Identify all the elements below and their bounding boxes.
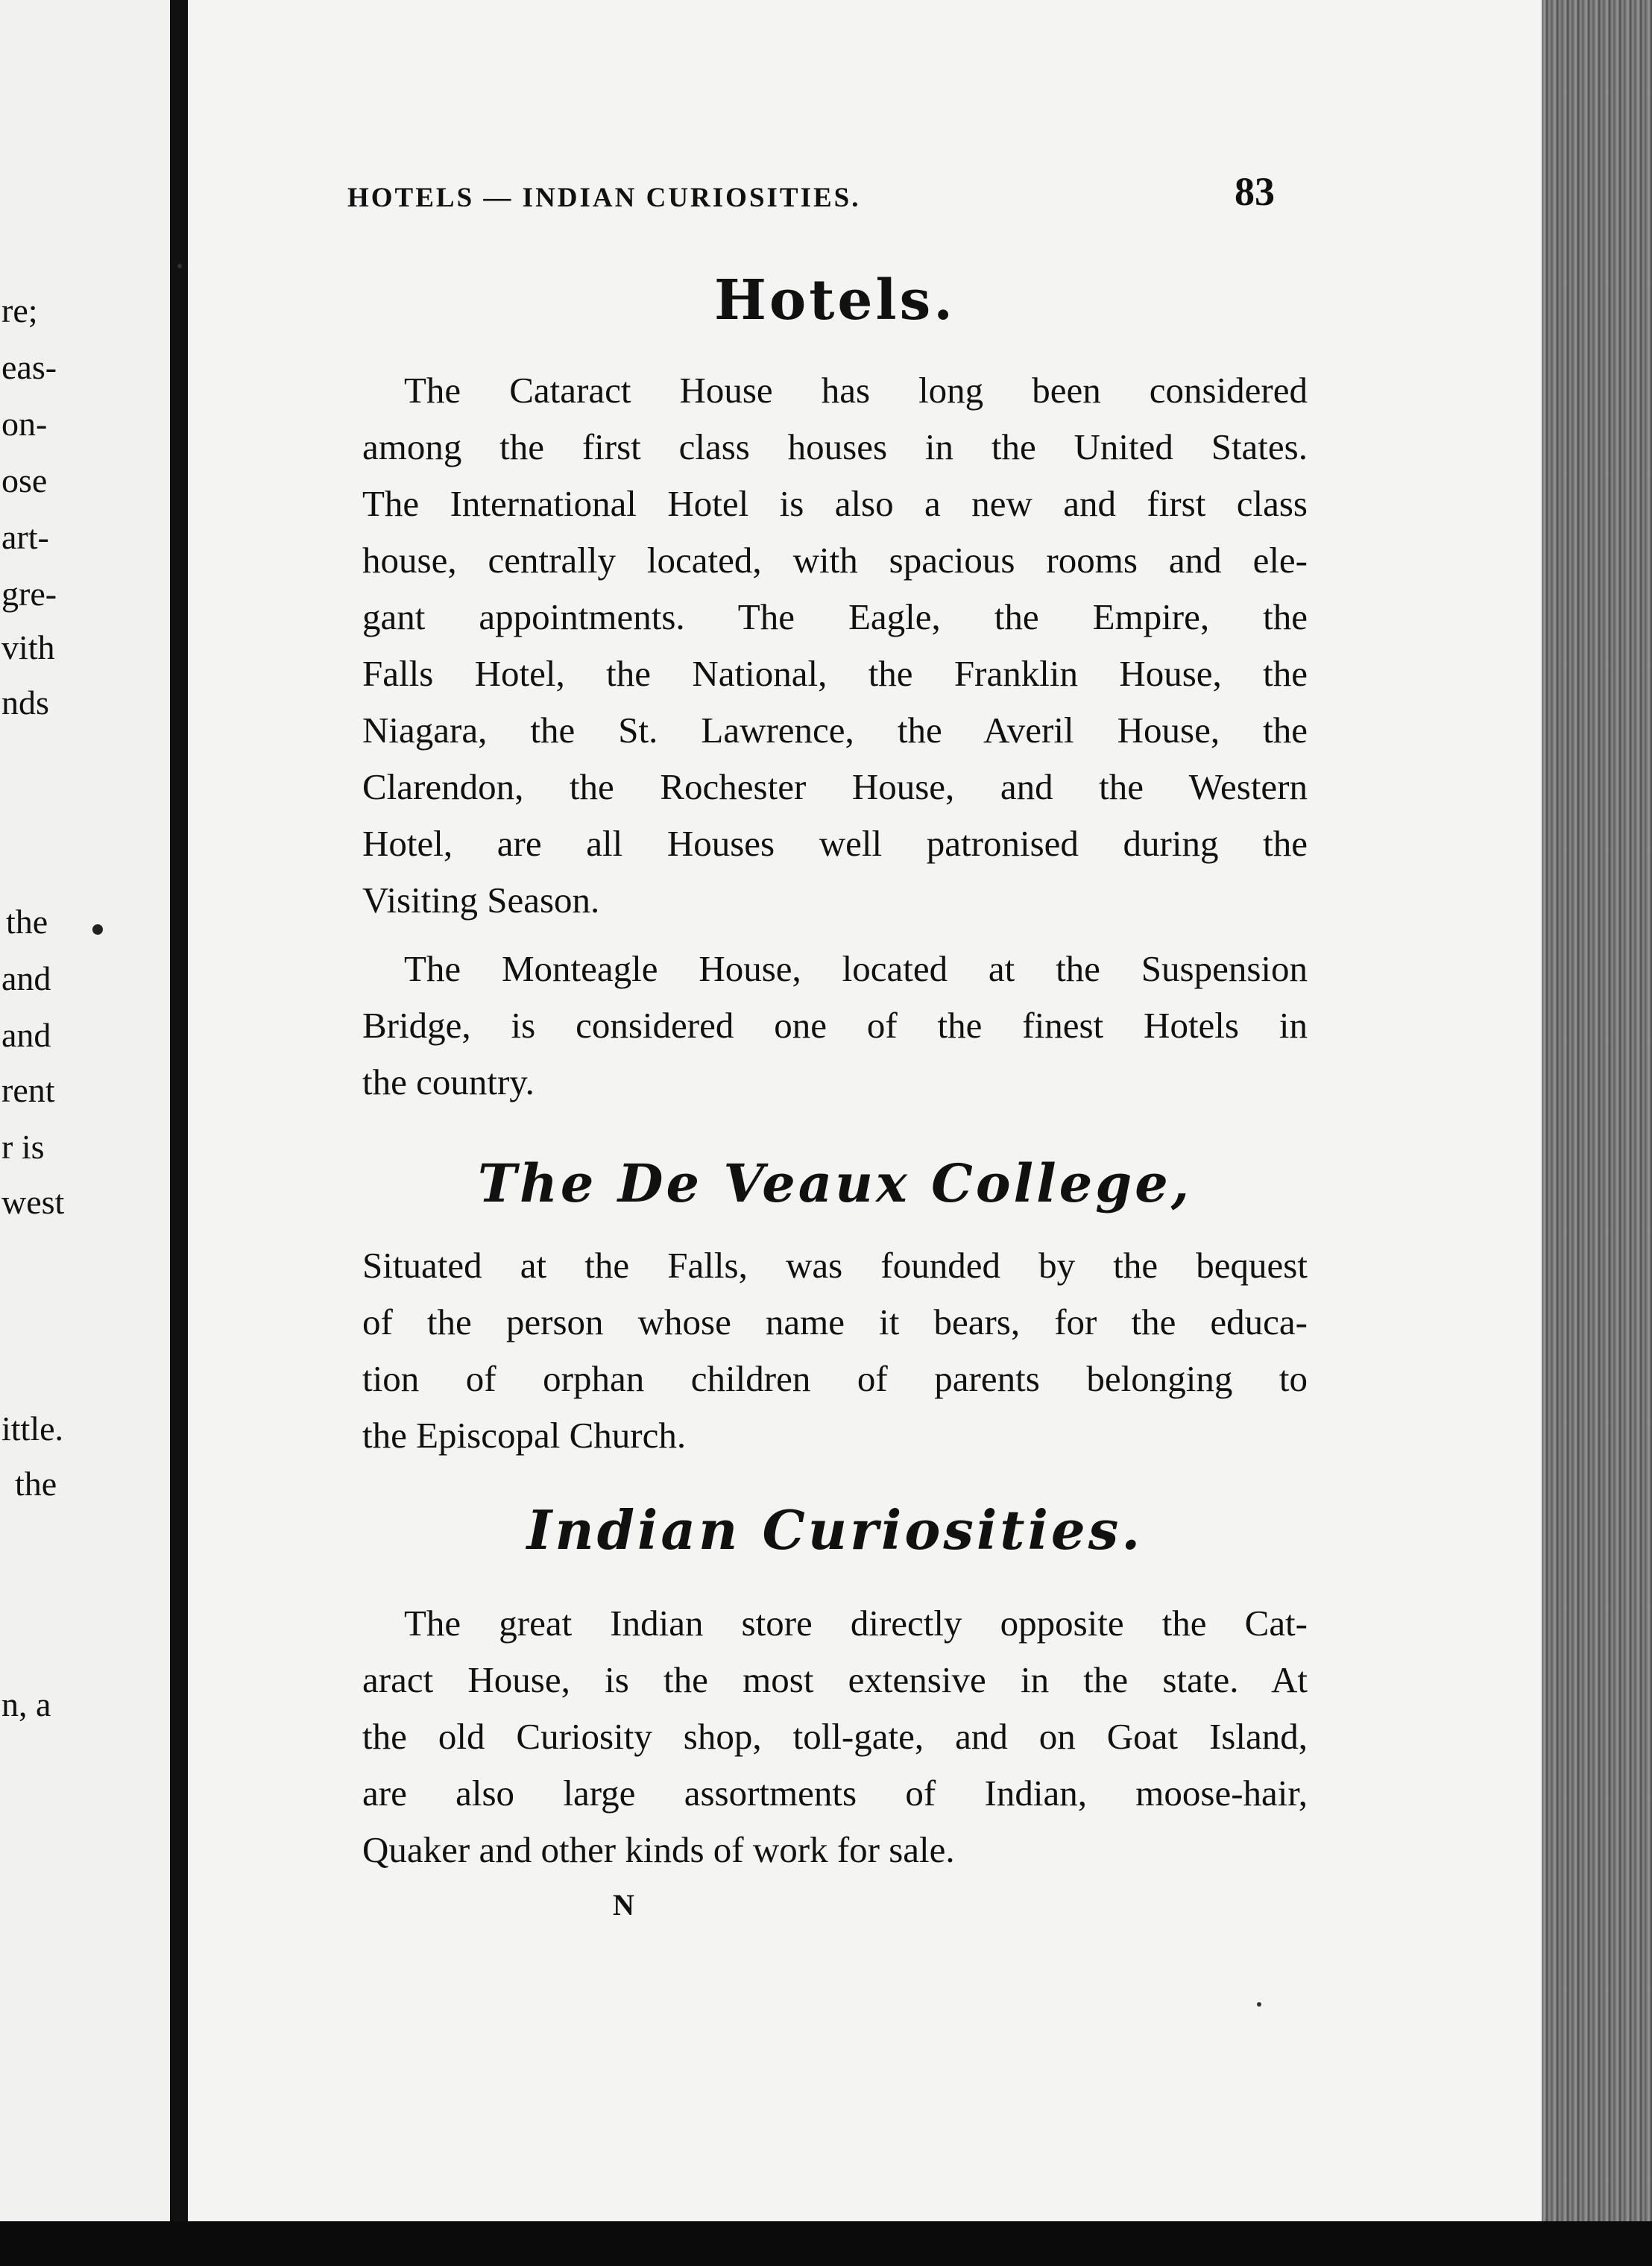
running-head: HOTELS — INDIAN CURIOSITIES. [347, 183, 861, 213]
text-line: the Episcopal Church. [362, 1415, 687, 1456]
text-line: The great Indian store directly opposite the Cat- [404, 1603, 1308, 1644]
text-line: Situated at the Falls, was founded by the bequest [362, 1245, 1308, 1286]
section-heading-college: The De Veaux College, [477, 1152, 1193, 1214]
previous-page-fragment: the [6, 903, 48, 941]
text-line: house, centrally located, with spacious rooms and ele- [362, 540, 1308, 581]
book-gutter [170, 0, 188, 2266]
previous-page-fragment: gre- [1, 575, 57, 613]
previous-page-fragment: vith [1, 628, 55, 666]
text-line: of the person whose name it bears, for the educa- [362, 1301, 1308, 1342]
text-line: tion of orphan children of parents belonging to [362, 1358, 1308, 1399]
previous-page-fragment: ittle. [1, 1410, 64, 1448]
text-line: Visiting Season. [362, 880, 600, 921]
section-heading-curiosities: Indian Curiosities. [526, 1498, 1144, 1562]
previous-page-fragment: eas- [1, 348, 57, 386]
text-line: among the first class houses in the United States. [362, 426, 1308, 467]
text-line: Falls Hotel, the National, the Franklin House, the [362, 653, 1308, 694]
text-line: gant appointments. The Eagle, the Empire, the [362, 596, 1308, 637]
text-line: The International Hotel is also a new and first class [362, 483, 1308, 524]
text-line: Niagara, the St. Lawrence, the Averil House, the [362, 710, 1308, 751]
paragraph-college [362, 1237, 1308, 1464]
text-line: Hotel, are all Houses well patronised during the [362, 823, 1308, 864]
paragraph-curiosities [362, 1595, 1308, 1878]
scan-speck [177, 264, 182, 268]
text-line: aract House, is the most extensive in the state. At [362, 1659, 1308, 1700]
signature-mark: N [613, 1888, 634, 1922]
paragraph-hotels-2 [362, 941, 1308, 1111]
previous-page-fragment: on- [1, 405, 48, 443]
text-line: the country. [362, 1061, 535, 1102]
text-line: Bridge, is considered one of the finest Hotels in [362, 1005, 1308, 1046]
text-line: the old Curiosity shop, toll-gate, and on Goat Island, [362, 1716, 1308, 1757]
previous-page-fragment: n, a [1, 1685, 51, 1723]
previous-page-fragment: re; [1, 291, 38, 329]
previous-page-fragment: art- [1, 518, 49, 556]
section-heading-hotels: Hotels. [713, 268, 956, 332]
text-line: Clarendon, the Rochester House, and the Western [362, 766, 1308, 807]
previous-page-fragment: ose [1, 461, 48, 499]
paragraph-hotels-1 [362, 362, 1308, 929]
text-line: The Monteagle House, located at the Suspension [404, 948, 1308, 989]
previous-page-fragment: the [15, 1465, 57, 1503]
text-line: Quaker and other kinds of work for sale. [362, 1829, 955, 1870]
book-page [188, 0, 1574, 2236]
scan-border [0, 2221, 1652, 2266]
scan-speck [1257, 2002, 1261, 2007]
previous-page-fragment: r is [1, 1128, 45, 1166]
previous-page-fragment: and [1, 959, 51, 997]
ink-mark [92, 924, 103, 935]
previous-page-fragment: nds [1, 684, 49, 722]
text-line: The Cataract House has long been considered [404, 370, 1308, 411]
previous-page-fragment: rent [1, 1071, 55, 1109]
previous-page-fragment: and [1, 1016, 51, 1054]
page-number: 83 [1235, 169, 1275, 214]
previous-page-fragment: west [1, 1183, 65, 1221]
text-line: are also large assortments of Indian, moose-hair, [362, 1773, 1308, 1814]
book-edge [1542, 0, 1652, 2266]
